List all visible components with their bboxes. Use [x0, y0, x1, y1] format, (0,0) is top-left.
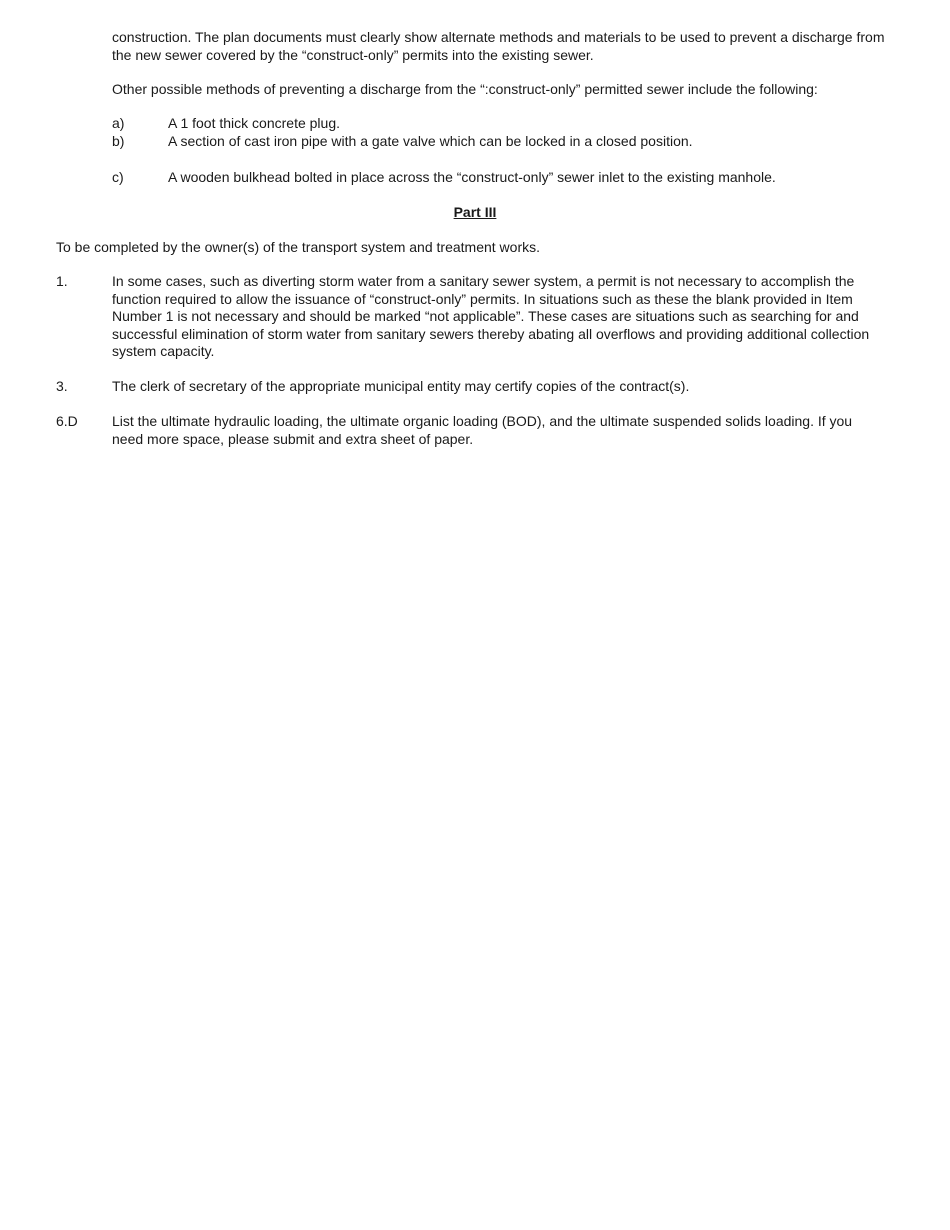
numbered-item-marker: 6.D [56, 413, 78, 429]
list-item-marker: c) [112, 169, 124, 185]
numbered-item-marker: 3. [56, 378, 68, 394]
numbered-item-text: List the ultimate hydraulic loading, the ultimate organic loading (BOD), and the ultimate suspended solids loading. If you need more space, please submit and extra sheet of paper. [112, 413, 853, 447]
list-item-text: A wooden bulkhead bolted in place across the “construct-only” sewer inlet to the existing manhole. [168, 169, 776, 185]
list-item-text: A section of cast iron pipe with a gate valve which can be locked in a closed position. [168, 133, 693, 149]
list-item-text: A 1 foot thick concrete plug. [168, 115, 340, 131]
list-item-marker: b) [112, 133, 125, 149]
numbered-item-marker: 1. [56, 273, 68, 289]
continuation-paragraph: construction. The plan documents must clearly show alternate methods and materials to be used to prevent a discharge from the new sewer covered by the “construct-only” permits into the existing sewer. [112, 29, 885, 63]
numbered-item-text: In some cases, such as diverting storm water from a sanitary sewer system, a permit is not necessary to accomplish the function required to allow the issuance of “construct-only” permits. In situations such as these the blank provided in Item Number 1 is not necessary and should be marked “not applicable”. These cases are situations such as searching for and successful elimination of storm water from sanitary sewers thereby abating all overflows and providing additional collection system capacity. [112, 273, 870, 359]
part-heading: Part III [453, 204, 497, 220]
part-intro: To be completed by the owner(s) of the transport system and treatment works. [56, 239, 540, 255]
numbered-item-text: The clerk of secretary of the appropriate municipal entity may certify copies of the contract(s). [112, 378, 690, 394]
list-item-marker: a) [112, 115, 125, 131]
methods-intro: Other possible methods of preventing a discharge from the “:construct-only” permitted sewer include the following: [112, 81, 818, 97]
